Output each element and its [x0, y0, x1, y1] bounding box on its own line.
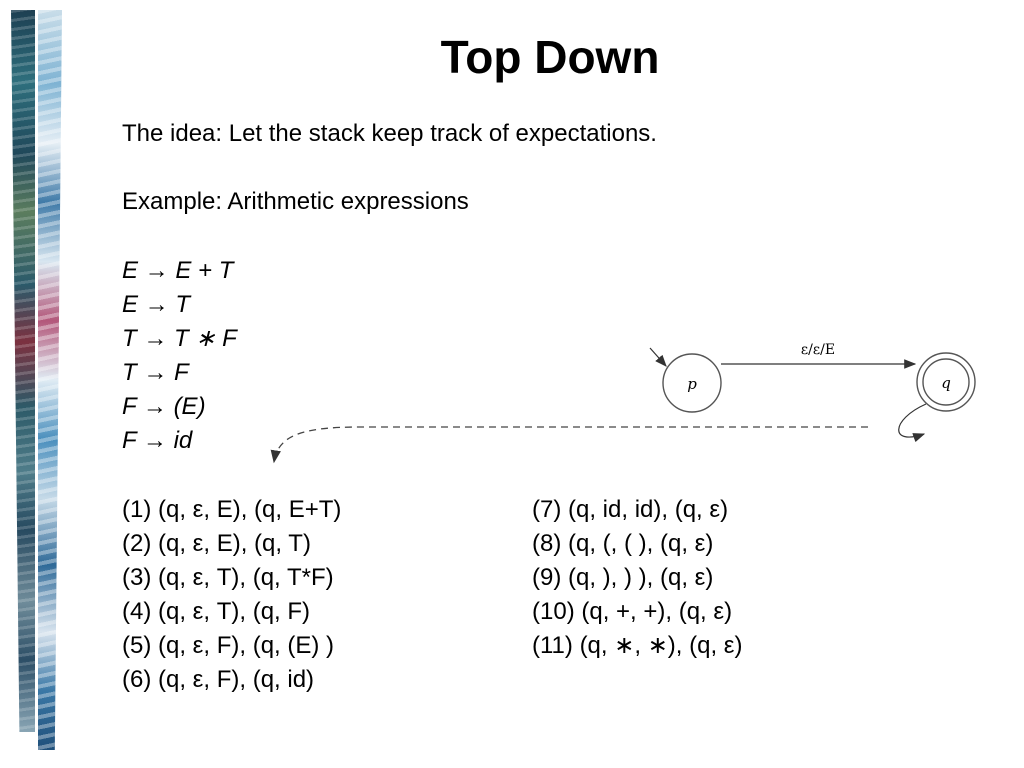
transition-rule: (2) (q, ε, E), (q, T) [122, 530, 311, 557]
transition-rule: (4) (q, ε, T), (q, F) [122, 598, 311, 625]
transition-rule: (6) (q, ε, F), (q, id) [122, 666, 315, 693]
grammar-rule: E → E + T [122, 257, 234, 284]
transition-rule: (7) (q, id, id), (q, ε) [532, 496, 729, 523]
state-p-label: p [687, 375, 697, 393]
idea-text: The idea: Let the stack keep track of expectations. [122, 120, 657, 147]
transition-rule: (9) (q, ), ) ), (q, ε) [532, 564, 714, 591]
transition-rule: (5) (q, ε, F), (q, (E) ) [122, 632, 335, 659]
transition-rule: (3) (q, ε, T), (q, T*F) [122, 564, 334, 591]
self-loop-arrow [899, 404, 926, 437]
slide-title: Top Down [440, 31, 660, 83]
transition-rule: (11) (q, ∗, ∗), (q, ε) [532, 632, 743, 659]
transition-rule: (10) (q, +, +), (q, ε) [532, 598, 733, 625]
example-text: Example: Arithmetic expressions [122, 188, 469, 215]
transition-rule: (1) (q, ε, E), (q, E+T) [122, 496, 342, 523]
state-q-label: q [941, 374, 951, 392]
grammar-rule: E → T [122, 291, 191, 318]
grammar-rule: F → (E) [122, 393, 206, 420]
grammar-rule: T → F [122, 359, 189, 386]
transition-rule: (8) (q, (, ( ), (q, ε) [532, 530, 714, 557]
grammar-rule: F → id [122, 427, 193, 454]
start-arrow [650, 348, 666, 366]
grammar-rule: T → T ∗ F [122, 325, 237, 352]
transition-label: ε/ε/E [800, 342, 836, 358]
dashed-pointer-arrow [274, 427, 868, 462]
